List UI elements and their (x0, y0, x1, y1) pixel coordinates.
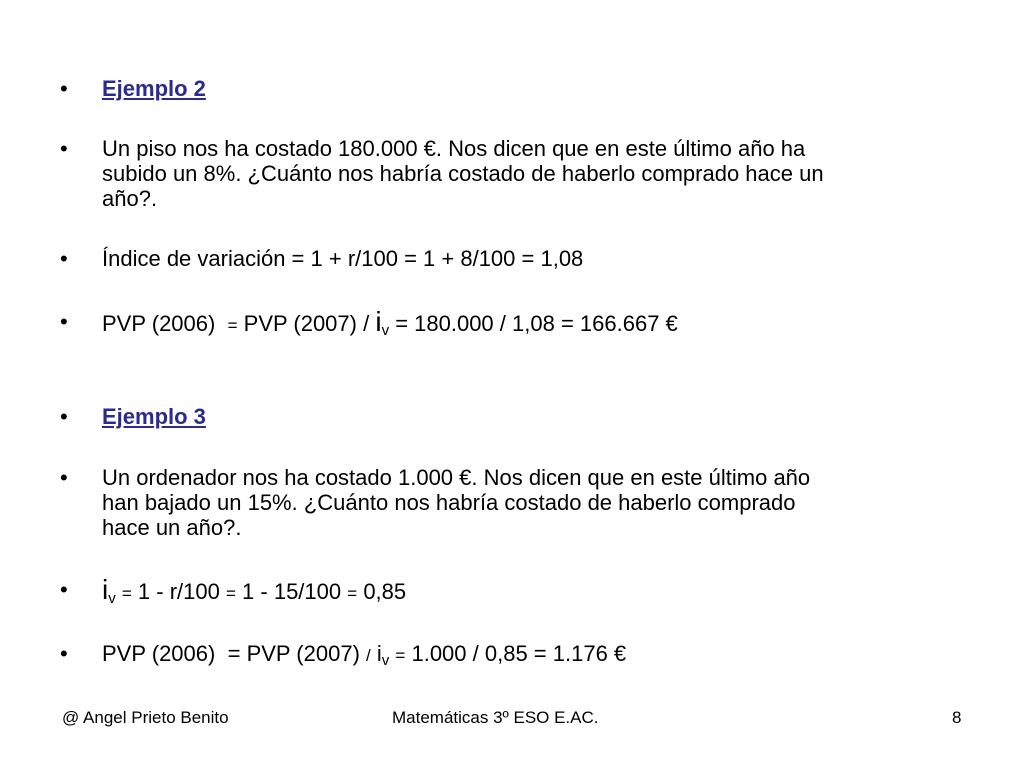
equals-sign: = (225, 584, 236, 603)
iv-symbol: i (376, 641, 382, 666)
indice-variacion-formula: Índice de variación = 1 + r/100 = 1 + 8/100 = 1,08 (102, 246, 584, 271)
iv-subscript: v (381, 652, 390, 669)
pvp-2006-label: PVP (2006) (102, 311, 216, 336)
bullet-marker: • (60, 309, 68, 334)
iv-subscript: v (381, 322, 390, 339)
bullet-marker: • (60, 76, 68, 101)
ejemplo-3-problem-text (102, 465, 942, 540)
bullet-marker: • (60, 246, 68, 271)
iv-symbol: i (375, 306, 382, 337)
iv-subscript: v (108, 590, 116, 607)
ejemplo-2-problem-line-1: Un piso nos ha costado 180.000 €. Nos dicen que en este último año ha (102, 136, 806, 161)
footer-course: Matemáticas 3º ESO E.AC. (392, 708, 599, 727)
equals-sign: = (347, 584, 358, 603)
ejemplo-2-problem-line-3: año?. (102, 186, 158, 211)
iv-symbol: i (102, 574, 109, 605)
division-slash: / (366, 646, 371, 665)
equals-sign: = (227, 641, 241, 666)
footer-author: @ Angel Prieto Benito (62, 708, 229, 727)
iv-formula-part-2: 1 - 15/100 (242, 579, 342, 604)
ejemplo-2-problem-text (102, 136, 942, 211)
bullet-marker: • (60, 641, 68, 666)
pvp-ejemplo-2-result: = 180.000 / 1,08 = 166.667 € (395, 311, 678, 336)
ejemplo-3-problem-line-2: han bajado un 15%. ¿Cuánto nos habría costado de haberlo comprado (102, 490, 796, 515)
ejemplo-3-problem-line-1: Un ordenador nos ha costado 1.000 €. Nos dicen que en este último año (102, 465, 811, 490)
footer-page-number: 8 (952, 708, 962, 727)
ejemplo-3-problem-line-3: hace un año?. (102, 515, 242, 540)
ejemplo-3-heading: Ejemplo 3 (102, 404, 206, 429)
bullet-marker: • (60, 136, 68, 161)
pvp-ejemplo-2-formula (102, 306, 942, 339)
bullet-marker: • (60, 465, 68, 490)
pvp-ejemplo-3-result: 1.000 / 0,85 = 1.176 € (411, 641, 627, 666)
equals-sign: = (121, 584, 132, 603)
iv-ejemplo-3-formula (102, 574, 942, 607)
iv-formula-result: 0,85 (363, 579, 407, 604)
pvp-2006-label: PVP (2006) (102, 641, 216, 666)
bullet-marker: • (60, 577, 68, 602)
pvp-2007-label: PVP (2007) / (243, 311, 370, 336)
equals-sign: = (227, 316, 238, 335)
equals-sign: = (395, 646, 406, 665)
iv-formula-part-1: 1 - r/100 (137, 579, 220, 604)
pvp-ejemplo-3-formula (102, 641, 942, 668)
bullet-marker: • (60, 404, 68, 429)
pvp-2007-label: PVP (2007) (246, 641, 360, 666)
ejemplo-2-problem-line-2: subido un 8%. ¿Cuánto nos habría costado de haberlo comprado hace un (102, 161, 824, 186)
ejemplo-2-heading: Ejemplo 2 (102, 76, 206, 101)
